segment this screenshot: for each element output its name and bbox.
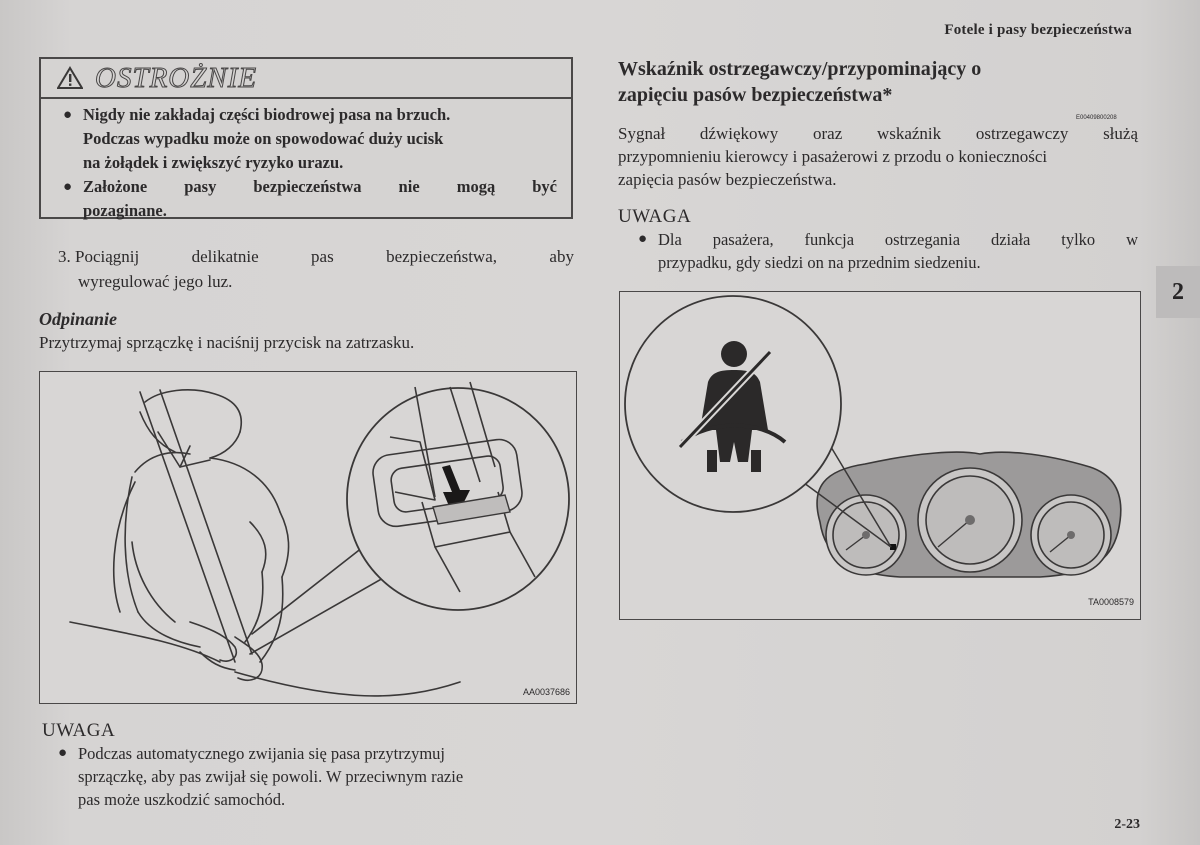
step-3-line: [58, 244, 574, 269]
note-line: przypadku, gdy siedzi on na przednim siedzeniu.: [658, 253, 981, 272]
step-word: pas: [311, 247, 334, 266]
seatbelt-release-figure: [39, 371, 577, 704]
note-item-cont: [42, 765, 580, 788]
section-title: Fotele i pasy bezpieczeństwa: [944, 22, 1132, 38]
note-heading: UWAGA: [42, 720, 116, 741]
step-word: bezpieczeństwa,: [386, 247, 498, 266]
note-item: [42, 742, 580, 765]
heading-line: zapięciu pasów bezpieczeństwa*: [618, 84, 893, 106]
para-line: przypomnieniu kierowcy i pasażerowi z przodu o konieczności: [618, 147, 1048, 166]
bullet-icon: ●: [63, 107, 73, 123]
caution-line: Założone pasy bezpieczeństwa nie mogą być: [83, 177, 557, 196]
bullet-icon: ●: [638, 231, 648, 247]
step-word: delikatnie: [191, 247, 259, 266]
para-line: Sygnał dźwiękowy oraz wskaźnik ostrzegawczy służą: [618, 124, 1138, 143]
note-body: [42, 742, 580, 811]
unfasten-text: Przytrzymaj sprzączkę i naciśnij przycisk na zatrzasku.: [39, 333, 415, 352]
para-line: zapięcia pasów bezpieczeństwa.: [618, 170, 837, 189]
caution-line: pozaginane.: [83, 201, 167, 220]
caution-item-cont: [63, 127, 557, 151]
step-word: 3. Pociągnij: [58, 247, 140, 266]
note-heading: UWAGA: [618, 206, 692, 227]
caution-item: [63, 103, 557, 127]
note-line: pas może uszkodzić samochód.: [78, 790, 286, 809]
instrument-cluster-illustration: [620, 292, 1139, 618]
warning-triangle-icon: [57, 66, 83, 90]
note-line: Dla pasażera, funkcja ostrzegania działa tylko w: [658, 230, 1138, 249]
caution-line: Nigdy nie zakładaj części biodrowej pasa na brzuch.: [83, 105, 451, 124]
caution-header: [41, 59, 571, 99]
caution-box: [39, 57, 573, 219]
page-number: 2-23: [1114, 817, 1140, 832]
note-unfasten: [42, 720, 580, 811]
seatbelt-warning-figure: [619, 291, 1141, 620]
step-word: aby: [549, 247, 574, 266]
note-item: [618, 228, 1138, 251]
note-line: Podczas automatycznego zwijania się pasa przytrzymuj: [78, 744, 445, 763]
bullet-icon: ●: [58, 745, 68, 761]
caution-body: [41, 99, 571, 223]
caution-item: [63, 175, 557, 199]
note-item-cont: [42, 788, 580, 811]
note-line: sprzączkę, aby pas zwijał się powoli. W przeciwnym razie: [78, 767, 464, 786]
caution-item-cont: [63, 199, 557, 223]
reference-code: E00409800208: [1076, 115, 1117, 121]
caution-line: na żołądek i zwiększyć ryzyko urazu.: [83, 153, 344, 172]
bullet-icon: ●: [63, 179, 73, 195]
figure-code: AA0037686: [522, 687, 570, 697]
note-body: [618, 228, 1138, 274]
note-passenger: [618, 206, 1138, 274]
chapter-tab[interactable]: 2: [1156, 266, 1200, 318]
heading-line: Wskaźnik ostrzegawczy/przypominający o: [618, 58, 982, 80]
note-item-cont: [618, 251, 1138, 274]
step-3-line: wyregulować jego luz.: [78, 272, 233, 291]
caution-line: Podczas wypadku może on spowodować duży ucisk: [83, 129, 444, 148]
step-3: [58, 244, 574, 294]
figure-code: TA0008579: [1088, 597, 1134, 607]
reminder-heading: [618, 56, 1138, 108]
caution-item-cont: [63, 151, 557, 175]
reminder-paragraph: [618, 122, 1138, 191]
unfasten-heading: Odpinanie: [39, 309, 118, 329]
seatbelt-release-illustration: [40, 372, 575, 702]
caution-title: OSTROŻNIE: [95, 61, 258, 94]
